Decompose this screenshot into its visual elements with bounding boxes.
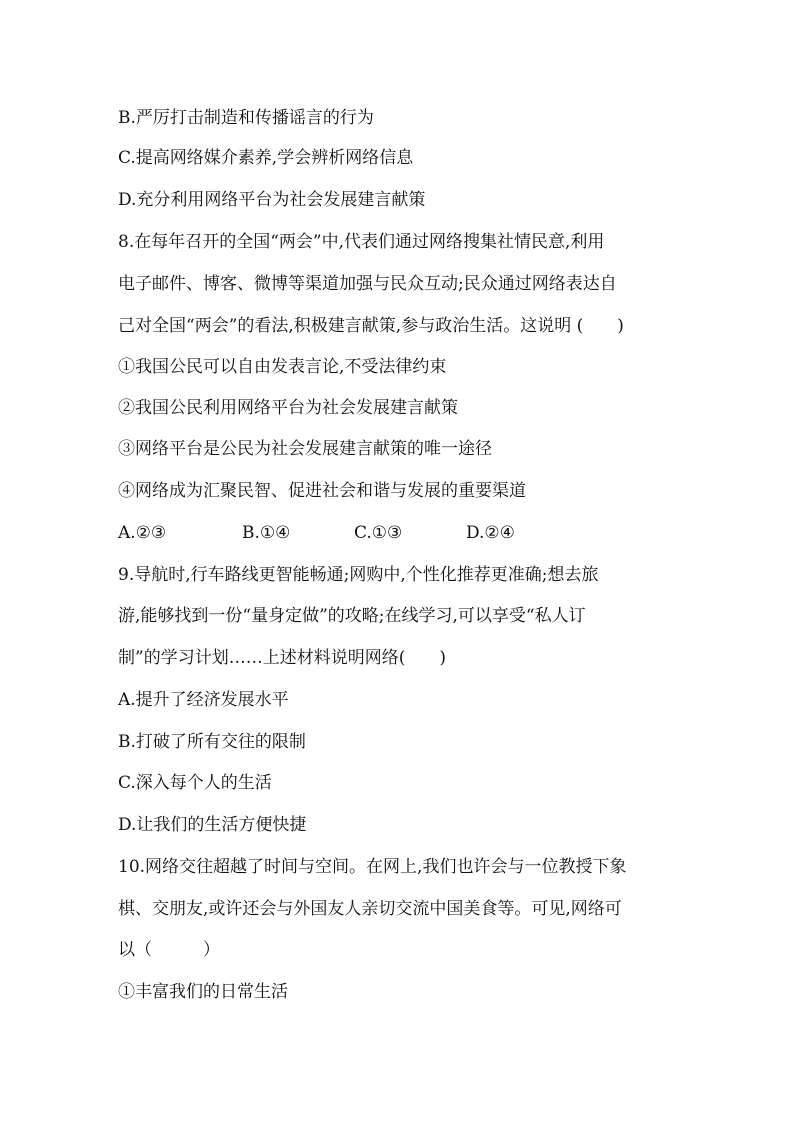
q10-statement-1: ①丰富我们的日常生活	[118, 982, 288, 1002]
q8-statement-4: ④网络成为汇聚民智、促进社会和谐与发展的重要渠道	[118, 481, 526, 501]
q9-option-d: D.让我们的生活方便快捷	[118, 815, 307, 835]
q7-option-b: B.严厉打击制造和传播谣言的行为	[118, 108, 374, 128]
q8-stem-line-3: 己对全国“两会”的看法,积极建言献策,参与政治生活。这说明 ( )	[118, 316, 624, 336]
q8-stem-line-2: 电子邮件、博客、微博等渠道加强与民众互动;民众通过网络表达自	[118, 274, 617, 294]
q10-stem-line-2: 棋、交朋友,或许还会与外国友人亲切交流中国美食等。可见,网络可	[118, 899, 622, 919]
q9-stem-line-2: 游,能够找到一份“量身定做”的攻略;在线学习,可以享受“私人订	[118, 606, 586, 626]
q8-options-row	[118, 521, 515, 545]
q10-stem-line-1: 10.网络交往超越了时间与空间。在网上,我们也许会与一位教授下象	[118, 857, 627, 877]
q9-stem-line-1: 9.导航时,行车路线更智能畅通;网购中,个性化推荐更准确;想去旅	[118, 565, 599, 585]
q8-statement-1: ①我国公民可以自由发表言论,不受法律约束	[118, 357, 447, 377]
q9-option-b: B.打破了所有交往的限制	[118, 732, 306, 752]
q8-statement-2: ②我国公民利用网络平台为社会发展建言献策	[118, 398, 458, 418]
q8-option-b: B.①④	[242, 523, 291, 543]
q8-stem-line-1: 8.在每年召开的全国“两会”中,代表们通过网络搜集社情民意,利用	[118, 232, 605, 252]
q8-option-c: C.①③	[354, 523, 403, 543]
q7-option-d: D.充分利用网络平台为社会发展建言献策	[118, 190, 426, 210]
q9-option-c: C.深入每个人的生活	[118, 773, 272, 793]
q9-stem-line-3: 制”的学习计划……上述材料说明网络( )	[118, 648, 446, 668]
q8-option-d: D.②④	[466, 523, 515, 543]
q7-option-c: C.提高网络媒介素养,学会辨析网络信息	[118, 148, 414, 168]
q8-option-a: A.②③	[118, 523, 167, 543]
q10-stem-line-3: 以（ ）	[118, 940, 220, 960]
q8-statement-3: ③网络平台是公民为社会发展建言献策的唯一途径	[118, 439, 492, 459]
q9-option-a: A.提升了经济发展水平	[118, 690, 289, 710]
